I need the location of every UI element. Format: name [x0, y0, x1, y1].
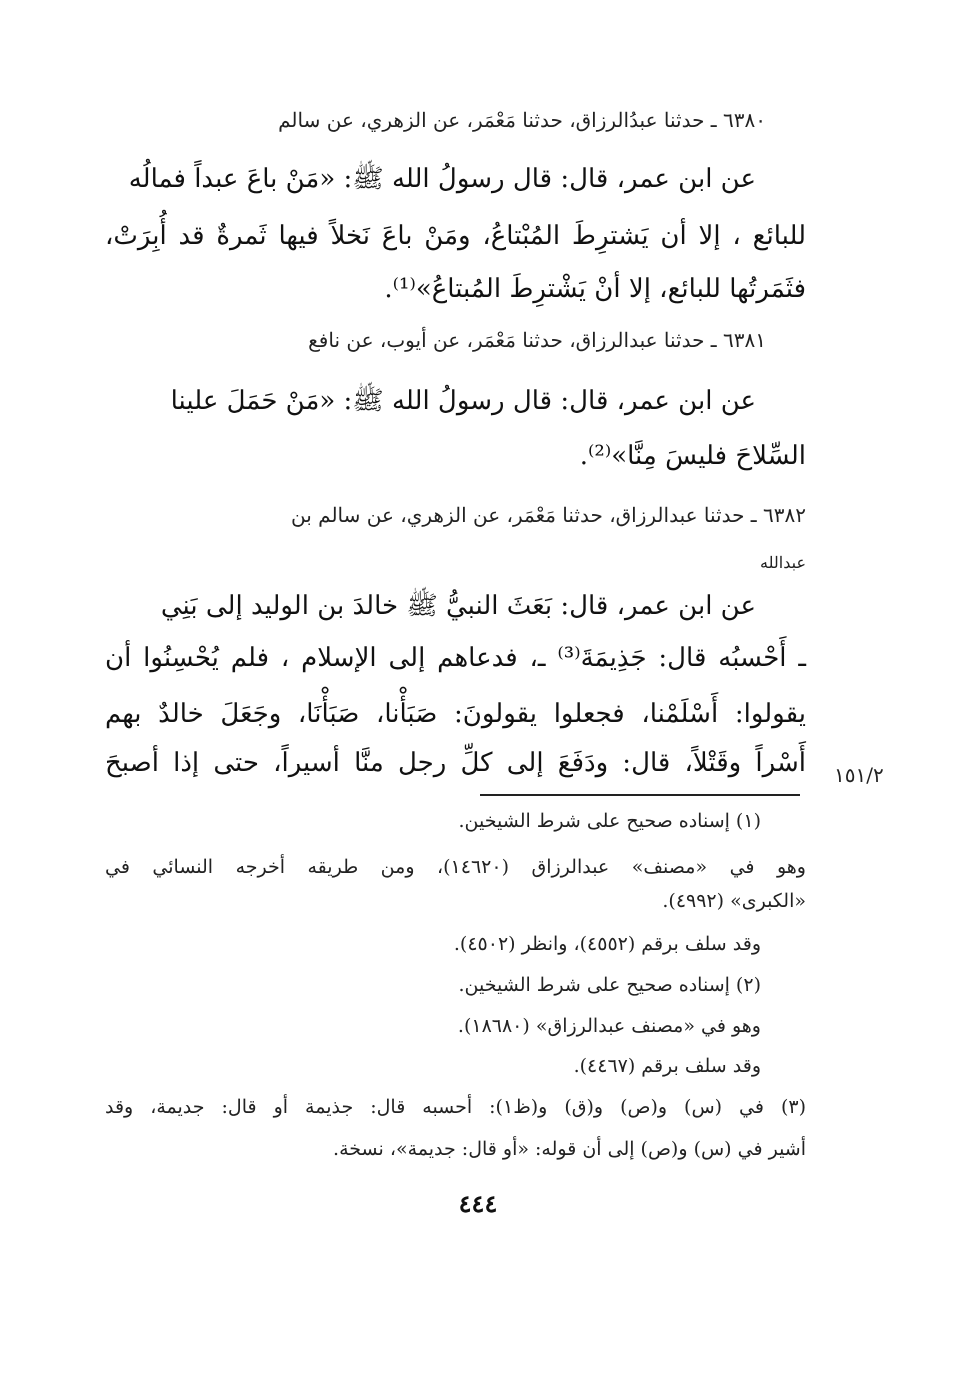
- footnote-3-line-2: أشير في (س) و(ص) إلى أن قوله: «أو قال: جديمة»، نسخة.: [333, 1138, 806, 1160]
- hadith-6382-matn-line-2: ـ أَحْسبُه قال: جَذِيمَةَ⁽³⁾ ـ، فدعاهم إلى الإسلام ، فلم يُحْسِنُوا أن: [105, 643, 807, 673]
- footnote-1-line-3: «الكبرى» (٤٩٩٢).: [662, 890, 806, 912]
- footnote-1-line-2: وهو في «مصنف» عبدالرزاق (١٤٦٢٠)، ومن طريقه أخرجه النسائي في: [105, 856, 806, 878]
- hadith-6380-matn-line-3: فثَمَرتُها للبائع، إلا أنْ يَشْترِطَ المُبتاعُ»⁽¹⁾.: [384, 274, 806, 304]
- footnote-3-line-1: (٣) في (س) و(ص) و(ق) و(ظ١): أحسبه قال: جذيمة أو قال: جديمة، وقد: [105, 1096, 807, 1118]
- footnote-separator: [480, 794, 800, 796]
- hadith-6382-isnad-line-1: ٦٣٨٢ ـ حدثنا عبدالرزاق، حدثنا مَعْمَر، عن الزهري، عن سالم بن: [290, 503, 806, 527]
- hadith-6380-isnad: ٦٣٨٠ ـ حدثنا عبدُالرزاق، حدثنا مَعْمَر، عن الزهري، عن سالم: [278, 108, 766, 132]
- hadith-6382-isnad-line-2: عبدالله: [760, 553, 806, 572]
- footnote-2-line-1: (٢) إسناده صحيح على شرط الشيخين.: [458, 974, 761, 996]
- footnote-2-line-2: وهو في «مصنف عبدالرزاق» (١٨٦٨٠).: [457, 1015, 761, 1037]
- footnote-1-line-1: (١) إسناده صحيح على شرط الشيخين.: [458, 810, 761, 832]
- footnote-1-line-4: وقد سلف برقم (٤٥٥٢)، وانظر (٤٥٠٢).: [453, 933, 761, 955]
- hadith-6381-isnad: ٦٣٨١ ـ حدثنا عبدالرزاق، حدثنا مَعْمَر، عن أيوب، عن نافع: [308, 328, 766, 352]
- hadith-6380-matn-line-1: عن ابن عمر، قال: قال رسولُ الله ﷺ: «مَنْ باعَ عبداً فمالُه: [128, 164, 756, 194]
- margin-reference: ١٥١/٢: [834, 763, 884, 787]
- footnote-2-line-3: وقد سلف برقم (٤٤٦٧).: [573, 1055, 761, 1077]
- page-number: ٤٤٤: [458, 1189, 498, 1218]
- hadith-6381-matn-line-1: عن ابن عمر، قال: قال رسولُ الله ﷺ: «مَنْ حَمَلَ علينا: [170, 386, 756, 416]
- hadith-6381-matn-line-2: السِّلاحَ فليسَ مِنَّا»⁽²⁾.: [579, 441, 806, 471]
- hadith-6380-matn-line-2: للبائع ، إلا أن يَشترِطَ المُبْتاعُ، ومَنْ باعَ نَخلاً فيها ثَمرةٌ قد أُبِرَتْ،: [105, 221, 806, 251]
- hadith-6382-matn-line-1: عن ابن عمر، قال: بَعَثَ النبيُّ ﷺ خالدَ بن الوليد إلى بَنِي: [160, 591, 756, 621]
- hadith-6382-matn-line-3: يقولوا: أَسْلَمْنا، فجعلوا يقولونَ: صَبَأْنا، صَبَأْنَا، وجَعَلَ خالدٌ بهم: [105, 699, 806, 729]
- hadith-6382-matn-line-4: أَسْراً وقَتْلاً، قال: ودَفَعَ إلى كلِّ رجل منَّا أسيراً، حتى إذا أصبحَ: [105, 748, 806, 778]
